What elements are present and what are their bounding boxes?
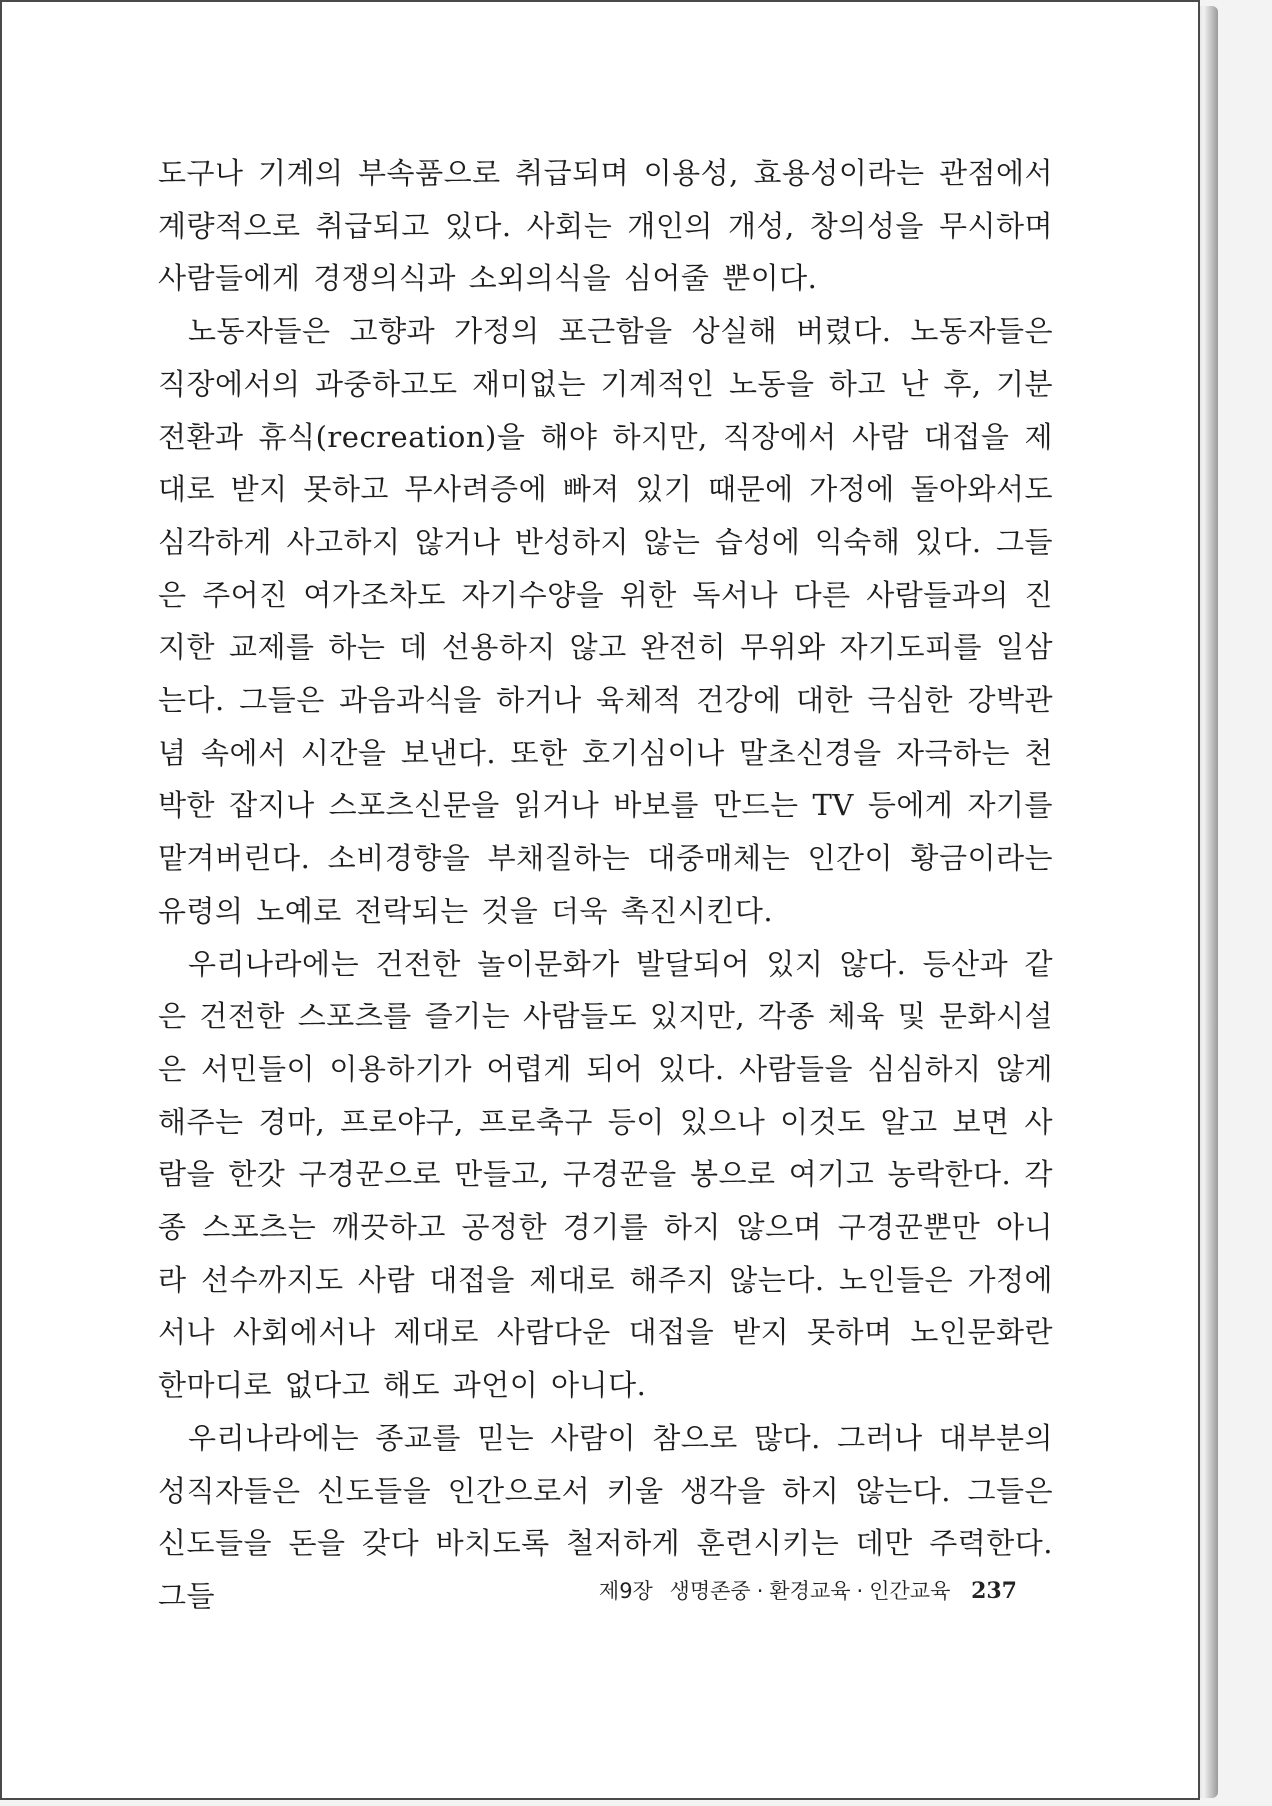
paragraph-continued: 도구나 기계의 부속품으로 취급되며 이용성, 효용성이라는 관점에서 계량적으로 취급되고 있다. 사회는 개인의 개성, 창의성을 무시하며 사람들에게 경쟁의식과 소외의식을 심어줄 뿐이다. bbox=[158, 156, 1053, 296]
footer-separator-2: · bbox=[856, 1579, 864, 1603]
footer-topic-3: 인간교육 bbox=[869, 1579, 951, 1603]
paragraph-religion: 우리나라에는 종교를 믿는 사람이 참으로 많다. 그러나 대부분의 성직자들은 신도들을 인간으로서 키울 생각을 하지 않는다. 그들은 신도들을 돈을 갖다 바치도록 철저하게 훈련시키는 데만 주력한다. 그들 bbox=[158, 1420, 1053, 1613]
chapter-label: 제9장 bbox=[598, 1579, 653, 1603]
footer-separator-1: · bbox=[756, 1579, 764, 1603]
footer-topic-1: 생명존중 bbox=[669, 1579, 751, 1603]
paragraph-workers: 노동자들은 고향과 가정의 포근함을 상실해 버렸다. 노동자들은 직장에서의 과중하고도 재미없는 기계적인 노동을 하고 난 후, 기분전환과 휴식(recreation)을 해야 하지만, 직장에서 사람 대접을 제대로 받지 못하고 무사려증에 빠져 있기 때문에 가정에 돌아와서도 심각하게 사고하지 않거나 반성하지 않는 습성에 익숙해 있다. 그들은 주어진 여가조차도 자기수양을 위한 독서나 다른 사람들과의 진지한 교제를 하는 데 선용하지 않고 완전히 무위와 자기도피를 일삼는다. 그들은 과음과식을 하거나 육체적 건강에 대한 극심한 강박관념 속에서 시간을 보낸다. 또한 호기심이나 말초신경을 자극하는 천박한 잡지나 스포츠신문을 읽거나 바보를 만드는 TV 등에게 자기를 맡겨버린다. 소비경향을 부채질하는 대중매체는 인간이 황금이라는 유령의 노예로 전락되는 것을 더욱 촉진시킨다. bbox=[158, 314, 1053, 928]
page-number: 237 bbox=[971, 1578, 1017, 1604]
paragraph-leisure-culture: 우리나라에는 건전한 놀이문화가 발달되어 있지 않다. 등산과 같은 건전한 스포츠를 즐기는 사람들도 있지만, 각종 체육 및 문화시설은 서민들이 이용하기가 어렵게 되어 있다. 사람들을 심심하지 않게 해주는 경마, 프로야구, 프로축구 등이 있으나 이것도 알고 보면 사람을 한갓 구경꾼으로 만들고, 구경꾼을 봉으로 여기고 농락한다. 각종 스포츠는 깨끗하고 공정한 경기를 하지 않으며 구경꾼뿐만 아니라 선수까지도 사람 대접을 제대로 해주지 않는다. 노인들은 가정에서나 사회에서나 제대로 사람다운 대접을 받지 못하며 노인문화란 한마디로 없다고 해도 과언이 아니다. bbox=[158, 946, 1053, 1403]
running-footer bbox=[542, 1575, 1017, 1605]
page-body bbox=[158, 147, 1053, 1623]
footer-topic-2: 환경교육 bbox=[769, 1579, 851, 1603]
